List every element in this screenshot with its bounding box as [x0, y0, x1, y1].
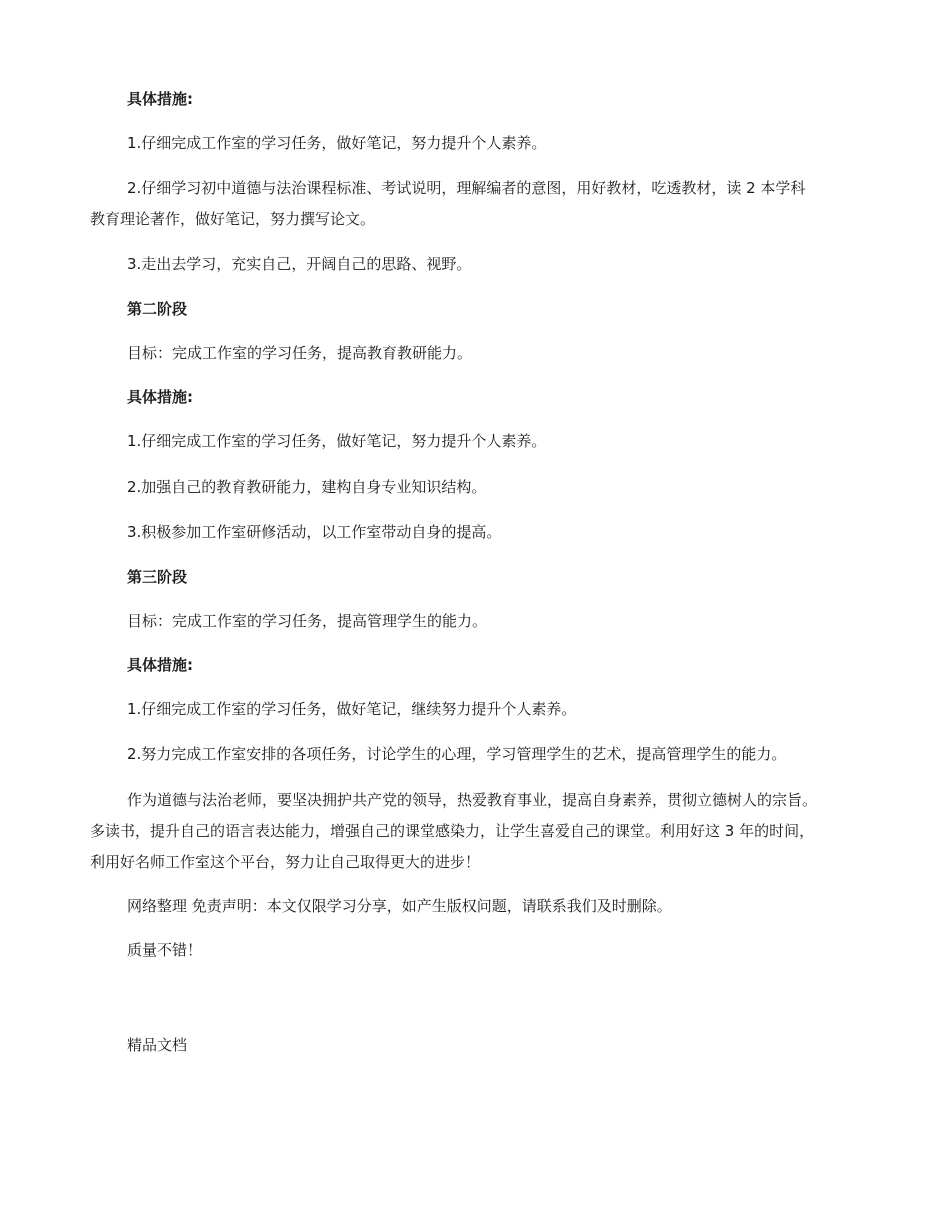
list-item: 1.仔细完成工作室的学习任务，做好笔记，努力提升个人素养。	[127, 432, 547, 450]
measures-heading: 具体措施:	[127, 388, 193, 406]
stage-heading: 第三阶段	[127, 568, 188, 586]
list-item: 1.仔细完成工作室的学习任务，做好笔记，继续努力提升个人素养。	[127, 700, 577, 718]
list-item: 2.加强自己的教育教研能力，建构自身专业知识结构。	[127, 478, 487, 496]
list-item-continuation: 教育理论著作，做好笔记，努力撰写论文。	[90, 210, 376, 228]
measures-heading: 具体措施:	[127, 656, 193, 674]
quality-note: 质量不错！	[127, 941, 203, 959]
summary-paragraph-line: 作为道德与法治老师，要坚决拥护共产党的领导，热爱教育事业，提高自身素养，贯彻立德树人的宗旨。	[127, 791, 818, 809]
summary-paragraph-line: 多读书，提升自己的语言表达能力，增强自己的课堂感染力，让学生喜爱自己的课堂。利用好这 3 年的时间，	[90, 822, 815, 840]
list-item: 3.积极参加工作室研修活动，以工作室带动自身的提高。	[127, 523, 502, 541]
stage-goal: 目标：完成工作室的学习任务，提高管理学生的能力。	[127, 612, 488, 630]
list-item: 1.仔细完成工作室的学习任务，做好笔记，努力提升个人素养。	[127, 134, 547, 152]
list-item: 3.走出去学习，充实自己，开阔自己的思路、视野。	[127, 255, 472, 273]
disclaimer: 网络整理 免责声明：本文仅限学习分享，如产生版权问题，请联系我们及时删除。	[127, 897, 672, 915]
footer-label: 精品文档	[127, 1036, 188, 1054]
stage-heading: 第二阶段	[127, 300, 188, 318]
summary-paragraph-line: 利用好名师工作室这个平台，努力让自己取得更大的进步！	[90, 853, 481, 871]
stage-goal: 目标：完成工作室的学习任务，提高教育教研能力。	[127, 344, 473, 362]
list-item: 2.仔细学习初中道德与法治课程标准、考试说明，理解编者的意图，用好教材，吃透教材，读 2 本学科	[127, 179, 806, 197]
list-item: 2.努力完成工作室安排的各项任务，讨论学生的心理，学习管理学生的艺术，提高管理学生的能力。	[127, 745, 787, 763]
measures-heading: 具体措施:	[127, 90, 193, 108]
